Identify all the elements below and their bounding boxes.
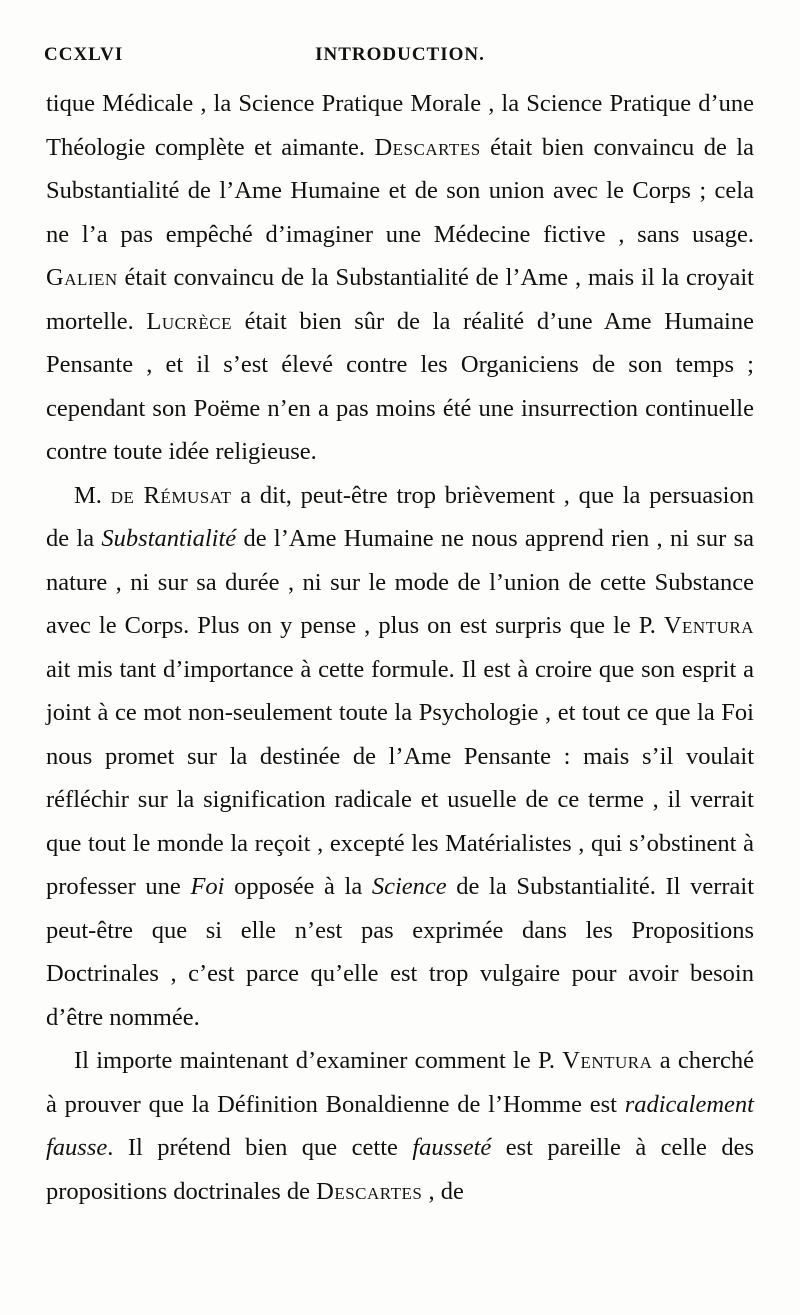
emphasis-text: radicalement fausse — [46, 1090, 754, 1161]
paragraph — [46, 82, 754, 474]
text-span: était bien convaincu de la Substantialité de l’Ame Humaine et de son union avec le Corps ; cela ne l’a pas empêché d’imaginer une Médecine fictive , sans usage. — [46, 133, 754, 248]
author-name: de Rémusat — [110, 481, 232, 509]
author-name: Descartes — [374, 133, 481, 161]
text-span: tique Médicale , la Science Pratique Morale , la Science Pratique d’une Théologie complète et aimante. — [46, 90, 754, 161]
emphasis-text: Science — [371, 873, 447, 900]
body-text — [46, 82, 754, 1213]
text-span: est pareille à celle des propositions doctrinales de — [46, 1134, 754, 1205]
text-span: était convaincu de la Substantialité de l’Ame , mais il la croyait mortelle. — [46, 264, 754, 335]
paragraph — [46, 1039, 754, 1213]
text-span: de l’Ame Humaine ne nous apprend rien , ni sur sa nature , ni sur sa durée , ni sur le mode de l’union de cette Substance avec le Corps. Plus on y pense , plus on est surpris que le P. — [46, 525, 754, 639]
emphasis-text: fausseté — [412, 1134, 492, 1161]
text-span: a cherché à prouver que la Définition Bonaldienne de l’Homme est — [46, 1047, 754, 1118]
text-span: ait mis tant d’importance à cette formule. Il est à croire que son esprit a joint à ce mot non-seulement toute la Psychologie , et tout ce que la Foi nous promet sur la destinée de l’Ame Pensante : mais s’il voulait réfléchir sur la signification radicale et usuelle de ce terme , il verrait que tout le monde la reçoit , excepté les Matérialistes , qui s’obstinent à professer une — [46, 655, 754, 900]
text-span: Il importe maintenant d’examiner comment le P. — [74, 1047, 563, 1074]
author-name: Descartes — [316, 1177, 423, 1205]
emphasis-text: Substantialité — [101, 525, 237, 552]
text-span: , de — [422, 1177, 464, 1205]
emphasis-text: Foi — [190, 873, 225, 900]
text-span: a dit, peut-être trop brièvement , que la persuasion de la — [46, 481, 754, 552]
text-span: de la Substantialité. Il verrait peut-être que si elle n’est pas exprimée dans les Propositions Doctrinales , c’est parce qu’elle est trop vulgaire pour avoir besoin d’être nommée. — [46, 873, 755, 1031]
author-name: Ventura — [562, 1047, 653, 1074]
text-span: . Il prétend bien que cette — [107, 1134, 413, 1161]
author-name: Galien — [46, 264, 118, 291]
text-span: M. — [74, 481, 111, 509]
paragraph — [46, 474, 754, 1040]
author-name: Ventura — [663, 612, 754, 639]
text-span: était bien sûr de la réalité d’une Ame Humaine Pensante , et il s’est élevé contre les Organiciens de son temps ; cependant son Poëme n’en a pas moins été une insurrection continuelle contre toute idée religieuse. — [46, 307, 754, 465]
text-span: opposée à la — [224, 873, 372, 900]
page-header — [44, 44, 756, 74]
page-number: CCXLVI — [44, 44, 124, 65]
running-title: INTRODUCTION. — [315, 44, 485, 65]
author-name: Lucrèce — [146, 307, 232, 335]
